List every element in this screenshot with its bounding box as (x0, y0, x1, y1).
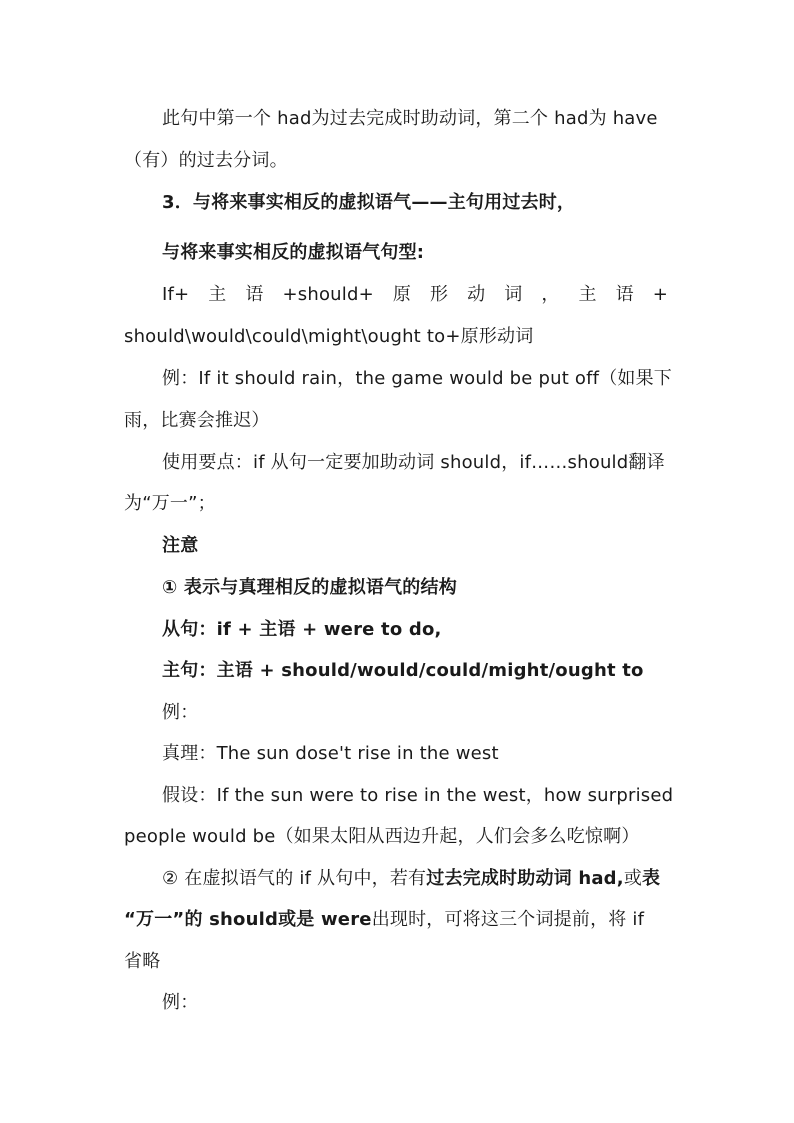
truth-line: 真理：The sun dose't rise in the west (162, 743, 499, 764)
section-subheading: 与将来事实相反的虚拟语气句型: (162, 242, 425, 263)
note-2-emphasis: “万一”的 should或是 were (124, 909, 372, 930)
example-label: 例： (162, 992, 199, 1013)
note-2-text: ② 在虚拟语气的 if 从句中，若有 (162, 868, 427, 889)
note-2-text: 出现时，可将这三个词提前，将 if (371, 909, 645, 930)
example-line: 雨，比赛会推迟） (124, 410, 270, 431)
paragraph-line: （有）的过去分词。 (124, 150, 288, 171)
pattern-token: 语 (245, 284, 264, 305)
clause-structure: 从句：if + 主语 + were to do, (162, 619, 442, 640)
note-2-emphasis: 过去完成时助动词 had, (426, 868, 624, 889)
section-heading: 3．与将来事实相反的虚拟语气——主句用过去时， (162, 192, 576, 213)
pattern-token: If+ (162, 284, 190, 305)
usage-line: 为“万一”； (124, 493, 216, 514)
pattern-token: + (652, 284, 668, 305)
pattern-token: +should+ (282, 284, 374, 305)
pattern-token: 动 (467, 284, 486, 305)
pattern-token: ， (541, 284, 560, 305)
pattern-token: 词 (504, 284, 523, 305)
main-clause-structure: 主句：主语 + should/would/could/might/ought to (162, 660, 644, 681)
pattern-line-2: should\would\could\might\ought to+原形动词 (124, 326, 534, 347)
pattern-line (162, 282, 668, 308)
paragraph-line: 此句中第一个 had为过去完成时助动词，第二个 had为 have (162, 108, 658, 129)
note-2-line (162, 866, 660, 892)
hypothesis-line: 假设：If the sun were to rise in the west，how surprised (162, 785, 674, 806)
note-2-text: 或 (623, 868, 643, 889)
pattern-token: 形 (429, 284, 449, 305)
usage-line: 使用要点：if 从句一定要加助动词 should，if……should翻译 (162, 452, 665, 473)
example-line: 例：If it should rain，the game would be put off（如果下 (162, 368, 673, 389)
example-label: 例： (162, 702, 199, 723)
pattern-token: 原 (392, 284, 412, 305)
hypothesis-line: people would be（如果太阳从西边升起，人们会多么吃惊啊） (124, 826, 640, 847)
note-1-title: ① 表示与真理相反的虚拟语气的结构 (162, 577, 457, 598)
pattern-token: 主 (208, 284, 227, 305)
pattern-token: 语 (615, 284, 634, 305)
note-2-line (124, 907, 644, 933)
pattern-token: 主 (578, 284, 597, 305)
note-2-emphasis: 表 (642, 868, 661, 889)
note-title: 注意 (162, 535, 199, 556)
note-2-line: 省略 (124, 951, 161, 972)
